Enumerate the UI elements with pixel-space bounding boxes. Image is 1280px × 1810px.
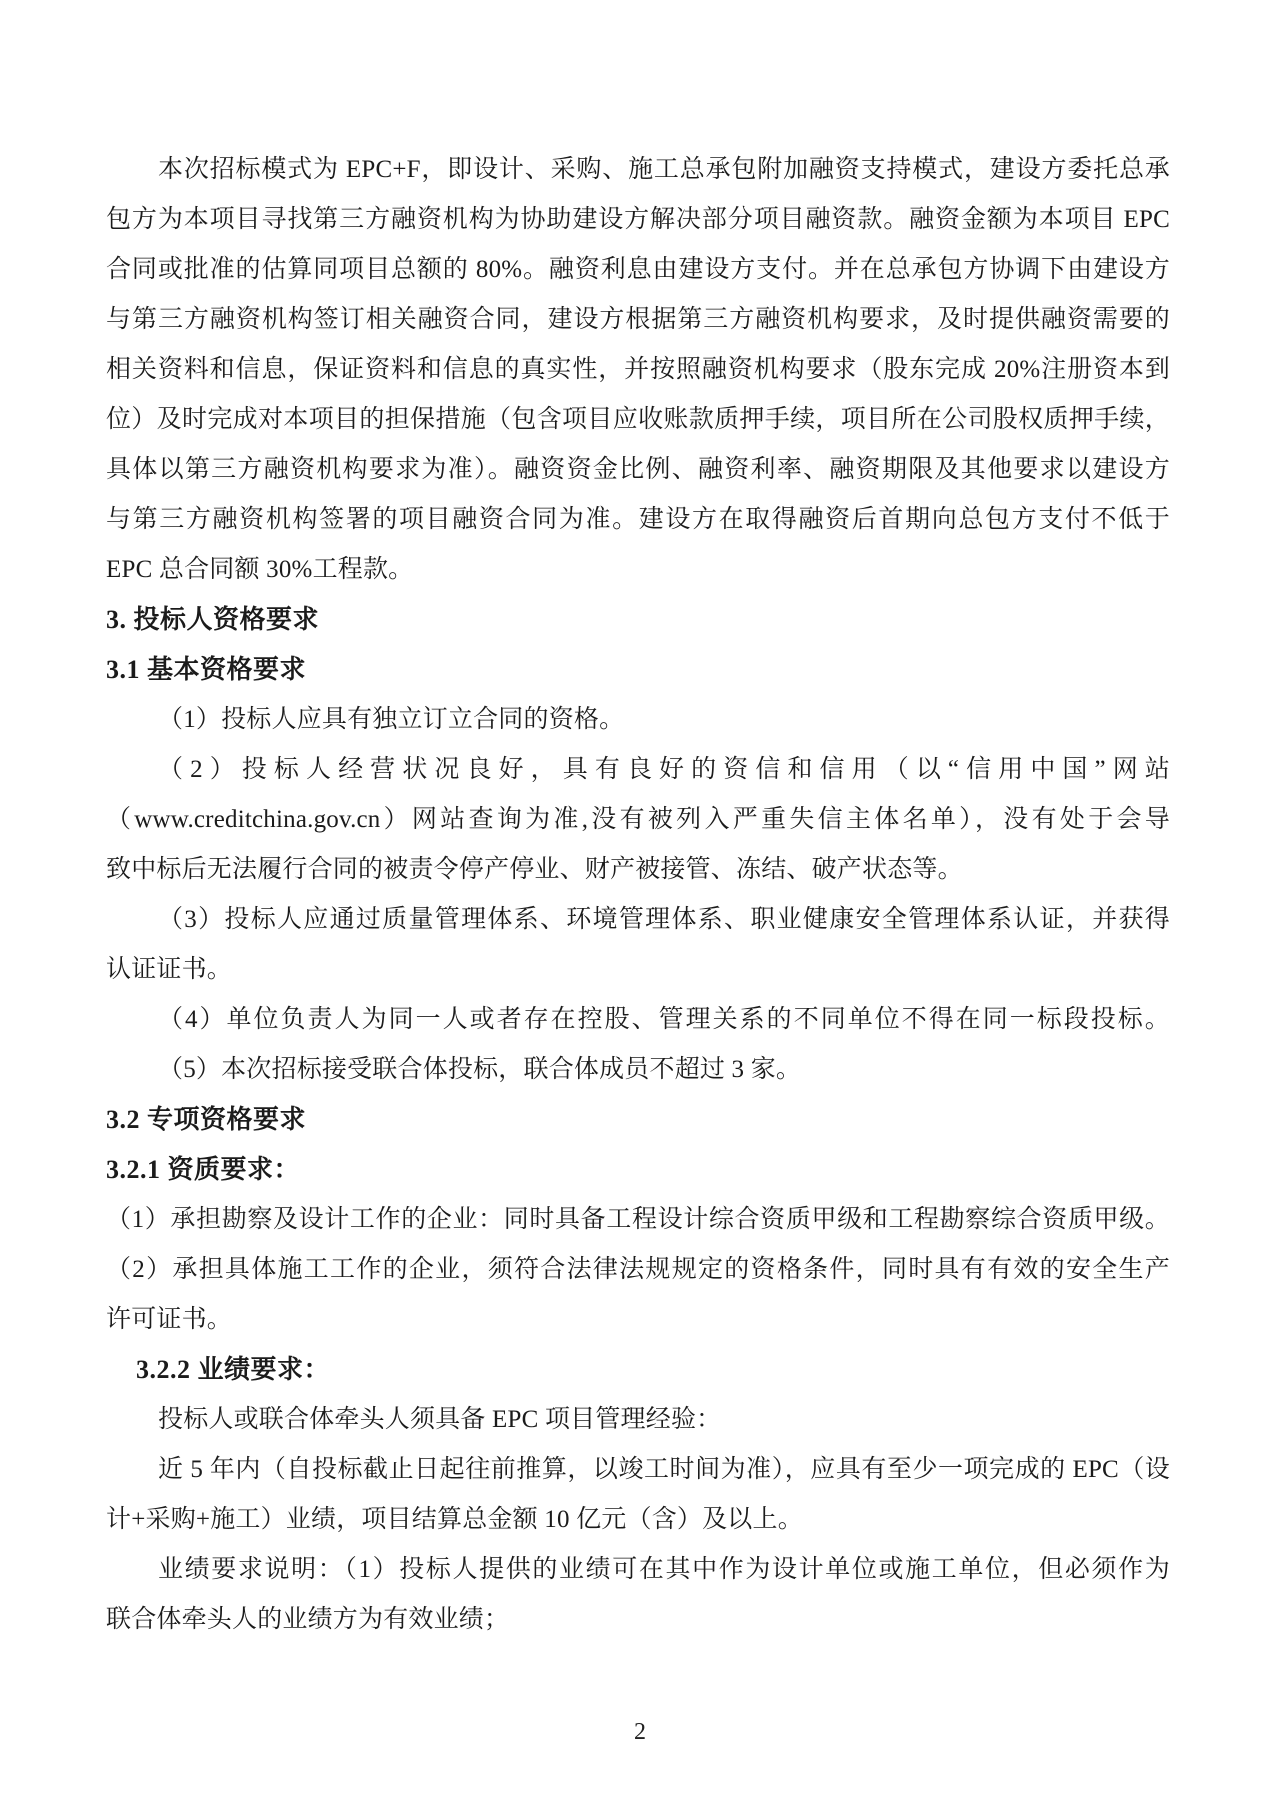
heading-3-2: 3.2 专项资格要求 (106, 1105, 307, 1134)
heading-3: 3. 投标人资格要求 (106, 605, 320, 634)
body-line: 具体以第三方融资机构要求为准）。融资资金比例、融资利率、融资期限及其他要求以建设方 (106, 456, 1170, 483)
body-line: （www.creditchina.gov.cn）网站查询为准,没有被列入严重失信主体名单），没有处于会导 (106, 806, 1170, 833)
body-line: （2）承担具体施工工作的企业，须符合法律法规规定的资格条件，同时具有有效的安全生产 (106, 1256, 1170, 1283)
heading-3-2-1: 3.2.1 资质要求： (106, 1155, 301, 1184)
body-line: 计+采购+施工）业绩，项目结算总金额 10 亿元（含）及以上。 (106, 1506, 803, 1533)
heading-3-2-2: 3.2.2 业绩要求： (136, 1355, 331, 1384)
body-line: EPC 总合同额 30%工程款。 (106, 556, 414, 583)
body-line: 与第三方融资机构签订相关融资合同，建设方根据第三方融资机构要求，及时提供融资需要的 (106, 306, 1170, 333)
body-line: 合同或批准的估算同项目总额的 80%。融资利息由建设方支付。并在总承包方协调下由建设方 (106, 256, 1170, 283)
body-line: 本次招标模式为 EPC+F，即设计、采购、施工总承包附加融资支持模式，建设方委托总承 (158, 156, 1170, 183)
list-item-2: （2）投标人经营状况良好，具有良好的资信和信用（以“信用中国”网站 (158, 756, 1170, 783)
body-line: 投标人或联合体牵头人须具备 EPC 项目管理经验： (158, 1406, 722, 1433)
body-line: 包方为本项目寻找第三方融资机构为协助建设方解决部分项目融资款。融资金额为本项目 EPC (106, 206, 1170, 233)
body-line: 业绩要求说明：（1）投标人提供的业绩可在其中作为设计单位或施工单位，但必须作为 (158, 1556, 1170, 1583)
body-line: 许可证书。 (106, 1306, 233, 1333)
body-line: 联合体牵头人的业绩方为有效业绩； (106, 1606, 510, 1633)
body-line: （1）承担勘察及设计工作的企业：同时具备工程设计综合资质甲级和工程勘察综合资质甲级。 (106, 1206, 1170, 1233)
list-item-3: （3）投标人应通过质量管理体系、环境管理体系、职业健康安全管理体系认证，并获得 (158, 906, 1170, 933)
body-line: 与第三方融资机构签署的项目融资合同为准。建设方在取得融资后首期向总包方支付不低于 (106, 506, 1170, 533)
page-number: 2 (634, 1719, 646, 1745)
list-item-1: （1）投标人应具有独立订立合同的资格。 (158, 706, 625, 733)
body-line: 位）及时完成对本项目的担保措施（包含项目应收账款质押手续，项目所在公司股权质押手续， (106, 406, 1170, 433)
document-body (106, 145, 1170, 1645)
heading-3-1: 3.1 基本资格要求 (106, 655, 307, 684)
body-line: 致中标后无法履行合同的被责令停产停业、财产被接管、冻结、破产状态等。 (106, 856, 963, 883)
body-line: 近 5 年内（自投标截止日起往前推算，以竣工时间为准），应具有至少一项完成的 EPC（设 (158, 1456, 1170, 1483)
list-item-4: （4）单位负责人为同一人或者存在控股、管理关系的不同单位不得在同一标段投标。 (158, 1006, 1170, 1033)
body-line: 认证证书。 (106, 956, 233, 983)
body-line: 相关资料和信息，保证资料和信息的真实性，并按照融资机构要求（股东完成 20%注册资本到 (106, 356, 1170, 383)
list-item-5: （5）本次招标接受联合体投标，联合体成员不超过 3 家。 (158, 1056, 802, 1083)
